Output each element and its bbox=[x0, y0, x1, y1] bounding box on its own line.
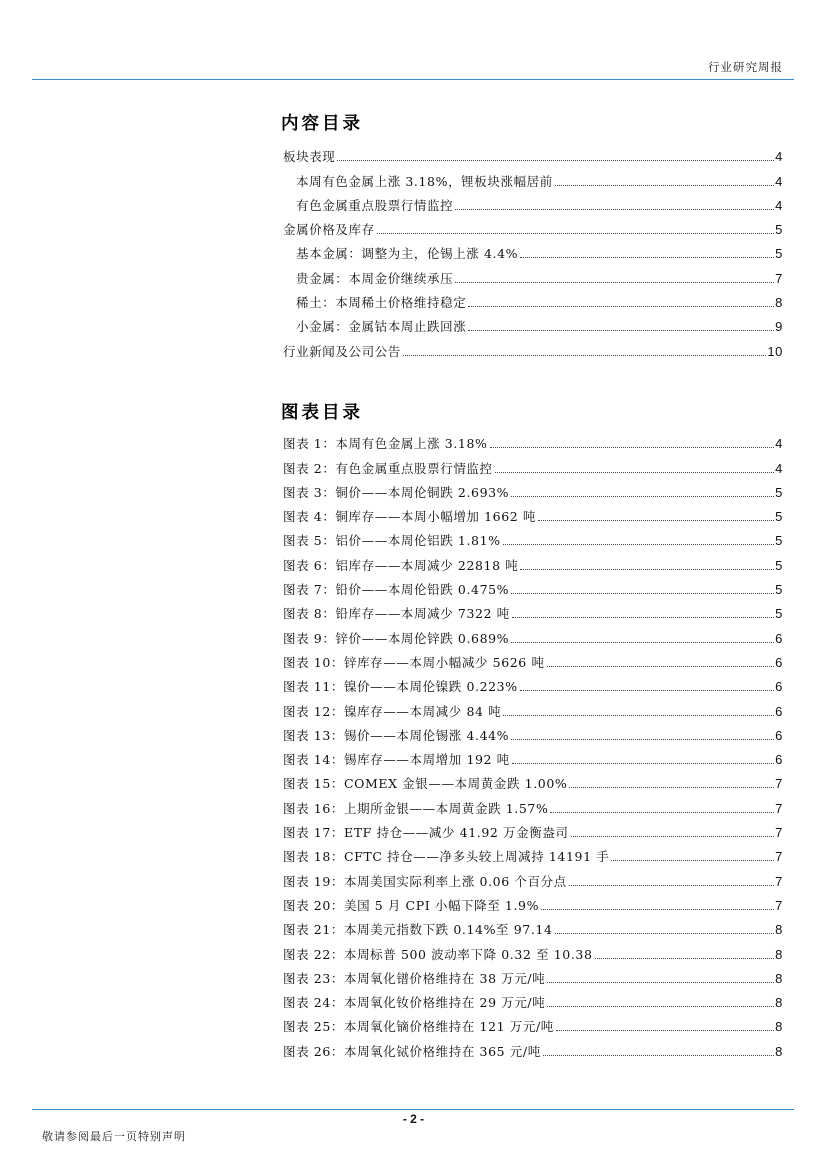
entry-title: 图表 12：镍库存——本周减少 84 吨 bbox=[283, 703, 502, 719]
entry-page-number: 7 bbox=[775, 825, 783, 841]
entry-title: 稀土：本周稀土价格维持稳定 bbox=[296, 295, 467, 311]
contents-title: 内容目录 bbox=[281, 114, 363, 134]
dot-leader bbox=[490, 447, 775, 448]
figure-entry[interactable] bbox=[283, 574, 783, 598]
entry-page-number: 8 bbox=[775, 946, 783, 962]
entry-page-number: 5 bbox=[775, 509, 783, 525]
figure-entry[interactable] bbox=[283, 817, 783, 841]
entry-page-number: 4 bbox=[775, 197, 783, 213]
entry-page-number: 6 bbox=[775, 703, 783, 719]
entry-title: 图表 6：铝库存——本周减少 22818 吨 bbox=[283, 557, 519, 573]
entry-page-number: 8 bbox=[775, 970, 783, 986]
entry-page-number: 4 bbox=[775, 436, 783, 452]
entry-title: 图表 8：铅库存——本周减少 7322 吨 bbox=[283, 606, 510, 622]
footer-divider bbox=[32, 1109, 794, 1110]
entry-title: 图表 1：本周有色金属上涨 3.18% bbox=[283, 436, 488, 452]
dot-leader bbox=[403, 355, 766, 356]
dot-leader bbox=[569, 885, 774, 886]
entry-title: 图表 11：镍价——本周伦镍跌 0.223% bbox=[283, 679, 518, 695]
entry-title: 图表 25：本周氧化镝价格维持在 121 万元/吨 bbox=[283, 1019, 554, 1035]
entry-page-number: 6 bbox=[775, 630, 783, 646]
figure-entry[interactable] bbox=[283, 428, 783, 452]
dot-leader bbox=[569, 787, 774, 788]
entry-page-number: 7 bbox=[775, 849, 783, 865]
entry-page-number: 8 bbox=[775, 922, 783, 938]
entry-page-number: 5 bbox=[775, 533, 783, 549]
figure-entry[interactable] bbox=[283, 841, 783, 865]
dot-leader bbox=[520, 690, 774, 691]
entry-title: 图表 5：铝价——本周伦铝跌 1.81% bbox=[283, 533, 501, 549]
figure-entry[interactable] bbox=[283, 963, 783, 987]
entry-page-number: 8 bbox=[775, 295, 783, 311]
entry-page-number: 6 bbox=[775, 654, 783, 670]
contents-list bbox=[283, 141, 783, 360]
dot-leader bbox=[468, 330, 774, 331]
entry-page-number: 5 bbox=[775, 606, 783, 622]
figure-entry[interactable] bbox=[283, 671, 783, 695]
entry-page-number: 4 bbox=[775, 173, 783, 189]
dot-leader bbox=[511, 642, 774, 643]
entry-title: 贵金属：本周金价继续承压 bbox=[296, 270, 454, 286]
contents-entry[interactable] bbox=[283, 311, 783, 335]
figure-entry[interactable] bbox=[283, 549, 783, 573]
entry-title: 图表 15：COMEX 金银——本周黄金跌 1.00% bbox=[283, 776, 568, 792]
figure-entry[interactable] bbox=[283, 1011, 783, 1035]
entry-title: 图表 16：上期所金银——本周黄金跌 1.57% bbox=[283, 800, 549, 816]
figure-entry[interactable] bbox=[283, 622, 783, 646]
entry-title: 行业新闻及公司公告 bbox=[283, 343, 401, 359]
entry-title: 图表 17：ETF 持仓——减少 41.92 万金衡盎司 bbox=[283, 825, 569, 841]
entry-page-number: 7 bbox=[775, 776, 783, 792]
dot-leader bbox=[543, 1055, 774, 1056]
entry-page-number: 5 bbox=[775, 484, 783, 500]
entry-title: 图表 9：锌价——本周伦锌跌 0.689% bbox=[283, 630, 510, 646]
entry-title: 图表 2：有色金属重点股票行情监控 bbox=[283, 460, 493, 476]
entry-title: 小金属：金属钴本周止跌回涨 bbox=[296, 319, 467, 335]
figure-entry[interactable] bbox=[283, 987, 783, 1011]
dot-leader bbox=[337, 160, 774, 161]
figure-entry[interactable] bbox=[283, 647, 783, 671]
dot-leader bbox=[571, 836, 775, 837]
report-type-label: 行业研究周报 bbox=[708, 60, 783, 74]
entry-page-number: 8 bbox=[775, 1019, 783, 1035]
entry-page-number: 8 bbox=[775, 1043, 783, 1059]
entry-page-number: 6 bbox=[775, 727, 783, 743]
contents-entry[interactable] bbox=[283, 287, 783, 311]
dot-leader bbox=[512, 763, 774, 764]
entry-title: 图表 14：锡库存——本周增加 192 吨 bbox=[283, 752, 510, 768]
entry-page-number: 4 bbox=[775, 149, 783, 165]
entry-title: 有色金属重点股票行情监控 bbox=[296, 197, 454, 213]
dot-leader bbox=[455, 209, 774, 210]
entry-page-number: 10 bbox=[767, 343, 783, 359]
entry-title: 金属价格及库存 bbox=[283, 222, 375, 238]
entry-page-number: 9 bbox=[775, 319, 783, 335]
entry-page-number: 7 bbox=[775, 897, 783, 913]
figure-entry[interactable] bbox=[283, 452, 783, 476]
dot-leader bbox=[512, 617, 774, 618]
contents-entry[interactable] bbox=[283, 262, 783, 286]
entry-title: 图表 20：美国 5 月 CPI 小幅下降至 1.9% bbox=[283, 897, 540, 913]
entry-page-number: 6 bbox=[775, 752, 783, 768]
figure-entry[interactable] bbox=[283, 792, 783, 816]
entry-page-number: 5 bbox=[775, 222, 783, 238]
entry-page-number: 7 bbox=[775, 800, 783, 816]
dot-leader bbox=[511, 739, 774, 740]
entry-title: 图表 4：铜库存——本周小幅增加 1662 吨 bbox=[283, 509, 536, 525]
dot-leader bbox=[520, 569, 774, 570]
entry-title: 图表 13：锡价——本周伦锡涨 4.44% bbox=[283, 727, 510, 743]
entry-page-number: 7 bbox=[775, 873, 783, 889]
dot-leader bbox=[495, 472, 775, 473]
figures-list bbox=[283, 428, 783, 1060]
entry-title: 基本金属：调整为主，伦锡上涨 4.4% bbox=[296, 246, 519, 262]
dot-leader bbox=[511, 496, 774, 497]
entry-page-number: 7 bbox=[775, 270, 783, 286]
dot-leader bbox=[520, 257, 774, 258]
entry-title: 图表 22：本周标普 500 波动率下降 0.32 至 10.38 bbox=[283, 946, 593, 962]
figure-entry[interactable] bbox=[283, 598, 783, 622]
entry-title: 图表 26：本周氧化铽价格维持在 365 元/吨 bbox=[283, 1043, 541, 1059]
dot-leader bbox=[503, 715, 774, 716]
entry-title: 图表 18：CFTC 持仓——净多头较上周减持 14191 手 bbox=[283, 849, 610, 865]
entry-page-number: 8 bbox=[775, 995, 783, 1011]
dot-leader bbox=[556, 1030, 774, 1031]
figure-entry[interactable] bbox=[283, 890, 783, 914]
dot-leader bbox=[511, 593, 774, 594]
entry-title: 本周有色金属上涨 3.18%，锂板块涨幅居前 bbox=[296, 173, 553, 189]
figure-entry[interactable] bbox=[283, 914, 783, 938]
entry-title: 图表 21：本周美元指数下跌 0.14%至 97.14 bbox=[283, 922, 553, 938]
entry-title: 图表 3：铜价——本周伦铜跌 2.693% bbox=[283, 484, 510, 500]
dot-leader bbox=[555, 933, 775, 934]
dot-leader bbox=[547, 666, 775, 667]
dot-leader bbox=[611, 860, 774, 861]
dot-leader bbox=[538, 520, 774, 521]
entry-title: 板块表现 bbox=[283, 149, 336, 165]
entry-page-number: 5 bbox=[775, 582, 783, 598]
entry-title: 图表 24：本周氧化钕价格维持在 29 万元/吨 bbox=[283, 995, 546, 1011]
dot-leader bbox=[555, 185, 774, 186]
entry-page-number: 5 bbox=[775, 246, 783, 262]
entry-title: 图表 19：本周美国实际利率上涨 0.06 个百分点 bbox=[283, 873, 567, 889]
entry-title: 图表 10：锌库存——本周小幅减少 5626 吨 bbox=[283, 654, 545, 670]
dot-leader bbox=[541, 909, 774, 910]
figure-entry[interactable] bbox=[283, 720, 783, 744]
contents-entry[interactable] bbox=[283, 165, 783, 189]
figure-entry[interactable] bbox=[283, 768, 783, 792]
entry-page-number: 4 bbox=[775, 460, 783, 476]
dot-leader bbox=[455, 282, 774, 283]
entry-title: 图表 7：铅价——本周伦铅跌 0.475% bbox=[283, 582, 510, 598]
figure-entry[interactable] bbox=[283, 1035, 783, 1059]
disclaimer-note: 敬请参阅最后一页特别声明 bbox=[42, 1130, 186, 1143]
contents-entry[interactable] bbox=[283, 214, 783, 238]
dot-leader bbox=[377, 233, 774, 234]
entry-page-number: 5 bbox=[775, 557, 783, 573]
dot-leader bbox=[468, 306, 774, 307]
entry-title: 图表 23：本周氧化镨价格维持在 38 万元/吨 bbox=[283, 970, 546, 986]
header-divider bbox=[32, 79, 794, 80]
contents-entry[interactable] bbox=[283, 335, 783, 359]
dot-leader bbox=[503, 544, 775, 545]
figure-entry[interactable] bbox=[283, 865, 783, 889]
entry-page-number: 6 bbox=[775, 679, 783, 695]
dot-leader bbox=[550, 812, 774, 813]
contents-entry[interactable] bbox=[283, 190, 783, 214]
dot-leader bbox=[595, 958, 775, 959]
dot-leader bbox=[547, 1006, 774, 1007]
contents-entry[interactable] bbox=[283, 238, 783, 262]
figures-title: 图表目录 bbox=[281, 403, 363, 423]
page-number: - 2 - bbox=[402, 1112, 425, 1126]
figure-entry[interactable] bbox=[283, 501, 783, 525]
figure-entry[interactable] bbox=[283, 744, 783, 768]
dot-leader bbox=[547, 982, 774, 983]
figure-entry[interactable] bbox=[283, 525, 783, 549]
figure-entry[interactable] bbox=[283, 477, 783, 501]
figure-entry[interactable] bbox=[283, 695, 783, 719]
contents-entry[interactable] bbox=[283, 141, 783, 165]
figure-entry[interactable] bbox=[283, 938, 783, 962]
